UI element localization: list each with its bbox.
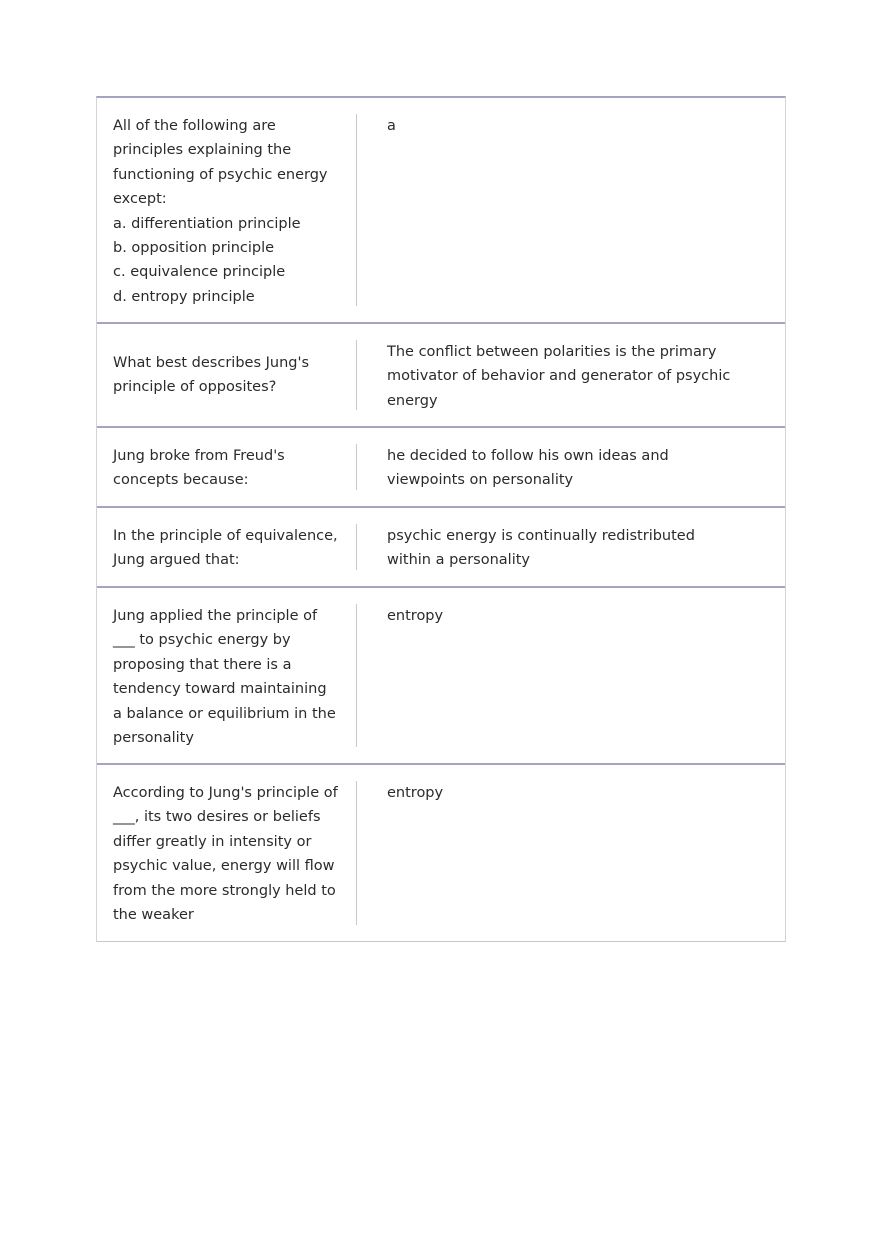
flashcard-definition-text: entropy bbox=[387, 785, 444, 801]
flashcard-row bbox=[97, 324, 785, 428]
flashcard-definition bbox=[357, 604, 785, 747]
flashcard-term bbox=[97, 604, 357, 747]
flashcard-row bbox=[97, 508, 785, 588]
flashcard-row bbox=[97, 588, 785, 765]
flashcard-definition-text: psychic energy is continually redistributed within a personality bbox=[387, 528, 695, 569]
flashcard-definition-text: a bbox=[387, 118, 396, 134]
flashcard-term bbox=[97, 524, 357, 570]
flashcard-definition bbox=[357, 781, 785, 925]
flashcard-term-text: What best describes Jung's principle of opposites? bbox=[113, 354, 310, 395]
flashcard-term-text: In the principle of equivalence, Jung argued that: bbox=[113, 528, 338, 569]
flashcard-row bbox=[97, 765, 785, 941]
flashcard-definition-text: entropy bbox=[387, 608, 444, 624]
flashcard-term bbox=[97, 340, 357, 410]
flashcard-term-text: Jung broke from Freud's concepts because: bbox=[113, 448, 285, 489]
flashcard-definition bbox=[357, 524, 785, 570]
flashcard-row bbox=[97, 98, 785, 324]
flashcard-term bbox=[97, 114, 357, 306]
flashcard-term-text: All of the following are principles explaining the functioning of psychic energy except: a. differentiation principle b. opposition principle c. equivalence principle d. entropy principle bbox=[113, 118, 328, 305]
flashcard-definition bbox=[357, 340, 785, 410]
flashcard-definition-text: The conflict between polarities is the primary motivator of behavior and generator of psychic energy bbox=[387, 344, 731, 409]
flashcard-term-text: According to Jung's principle of ___, its two desires or beliefs differ greatly in intensity or psychic value, energy will flow from the more strongly held to the weaker bbox=[113, 785, 338, 924]
flashcard-term bbox=[97, 781, 357, 925]
flashcard-definition-text: he decided to follow his own ideas and viewpoints on personality bbox=[387, 448, 669, 489]
flashcard-definition bbox=[357, 114, 785, 306]
flashcard-row bbox=[97, 428, 785, 508]
flashcard-term bbox=[97, 444, 357, 490]
flashcard-definition bbox=[357, 444, 785, 490]
flashcard-table bbox=[96, 96, 786, 942]
flashcard-term-text: Jung applied the principle of ___ to psychic energy by proposing that there is a tendency toward maintaining a balance or equilibrium in the personality bbox=[113, 608, 336, 747]
